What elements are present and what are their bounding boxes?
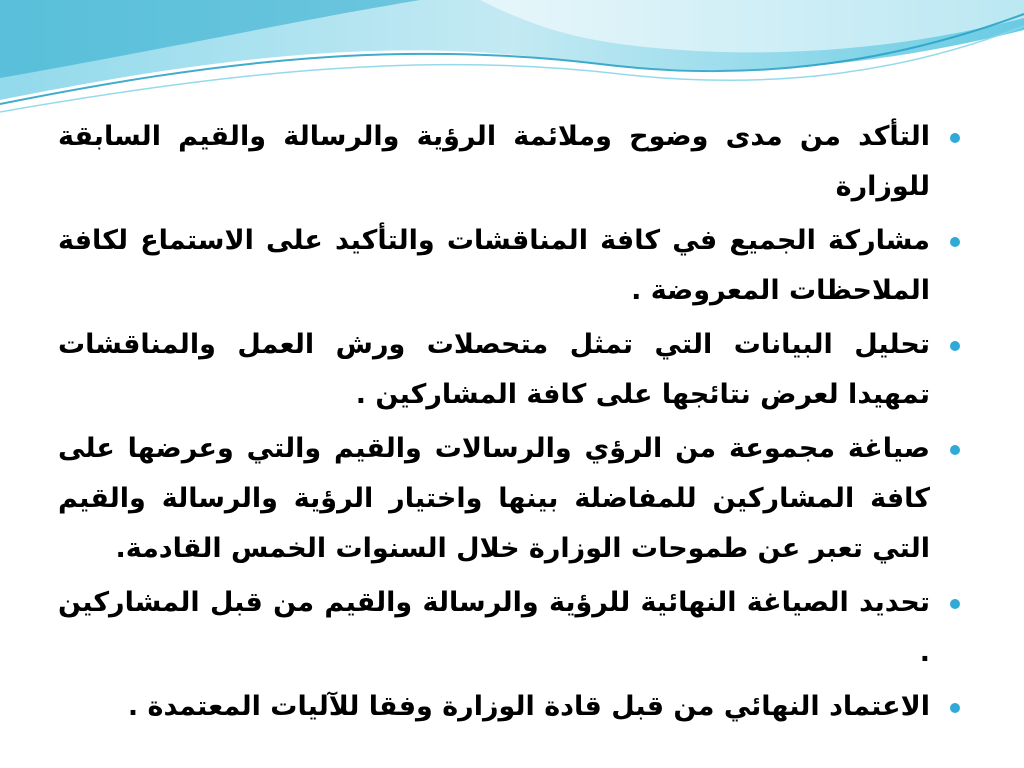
bullet-item xyxy=(58,578,964,678)
bullet-item xyxy=(58,112,964,212)
bullet-item xyxy=(58,320,964,420)
bullet-item xyxy=(58,216,964,316)
bullet-text: صياغة مجموعة من الرؤي والرسالات والقيم والتي وعرضها على كافة المشاركين للمفاضلة بينها واختيار الرؤية والرسالة والقيم التي تعبر عن طموحات الوزارة خلال السنوات الخمس القادمة. xyxy=(58,433,930,564)
bullet-text: تحليل البيانات التي تمثل متحصلات ورش العمل والمناقشات تمهيدا لعرض نتائجها على كافة المشاركين . xyxy=(58,329,930,410)
bullet-list xyxy=(58,112,964,736)
bullet-dot-icon xyxy=(950,237,960,247)
bullet-text: مشاركة الجميع في كافة المناقشات والتأكيد على الاستماع لكافة الملاحظات المعروضة . xyxy=(58,225,930,306)
bullet-item xyxy=(58,424,964,574)
bullet-item xyxy=(58,682,964,732)
bullet-dot-icon xyxy=(950,703,960,713)
bullet-dot-icon xyxy=(950,599,960,609)
bullet-dot-icon xyxy=(950,133,960,143)
bullet-dot-icon xyxy=(950,445,960,455)
bullet-text: التأكد من مدى وضوح وملائمة الرؤية والرسالة والقيم السابقة للوزارة xyxy=(58,121,930,202)
bullet-text: الاعتماد النهائي من قبل قادة الوزارة وفقا للآليات المعتمدة . xyxy=(127,691,930,722)
header-wave-decoration xyxy=(0,0,1024,120)
bullet-text: تحديد الصياغة النهائية للرؤية والرسالة والقيم من قبل المشاركين . xyxy=(58,587,930,668)
bullet-dot-icon xyxy=(950,341,960,351)
